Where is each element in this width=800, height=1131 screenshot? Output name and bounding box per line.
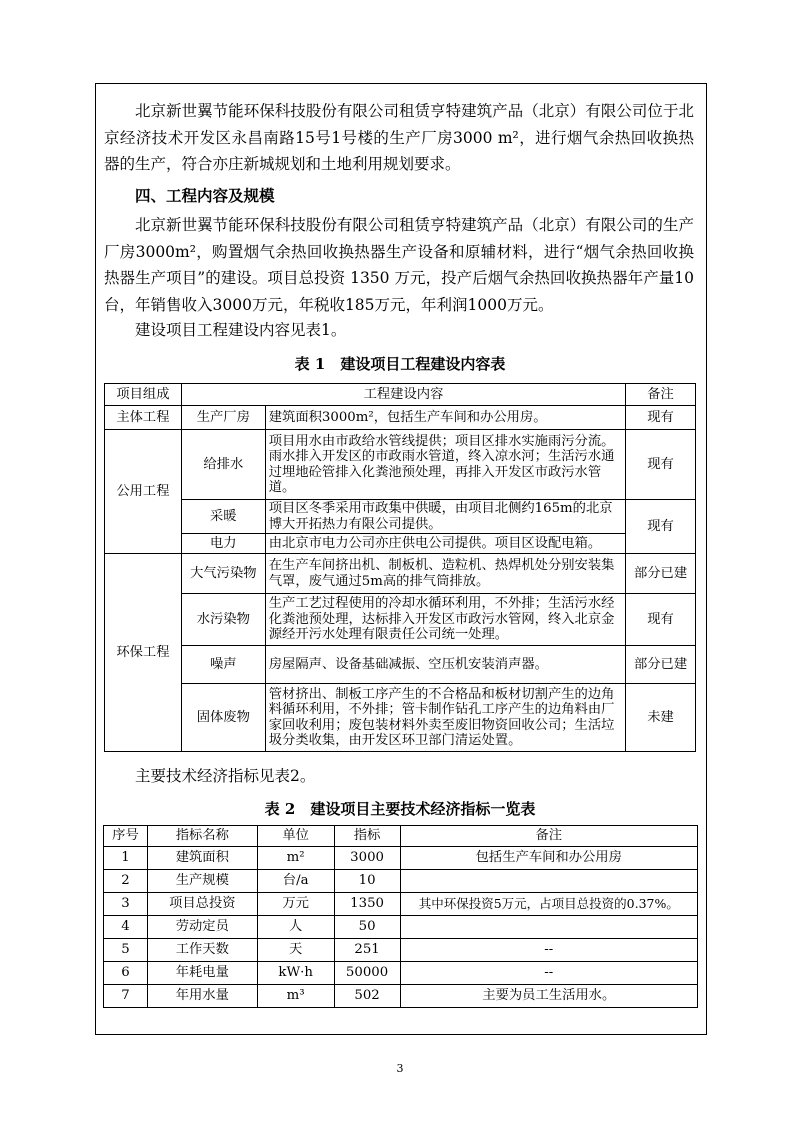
content-cell: 生产工艺过程使用的冷却水循环利用，不外排；生活污水经化粪池预处理，达标排入开发区市政污水管网，终入北京金源经开污水处理有限责任公司统一处理。 (265, 594, 625, 646)
content-cell: 房屋隔声、设备基础减振、空压机安装消声器。 (265, 646, 625, 684)
table-row (105, 684, 696, 752)
note-cell: 主要为员工生活用水。 (400, 985, 697, 1008)
value-cell: 3000 (334, 847, 400, 870)
value-cell: 502 (334, 985, 400, 1008)
paragraph-table1-ref: 建设项目工程建设内容见表1。 (135, 321, 347, 339)
group-cell: 环保工程 (105, 554, 182, 752)
header-cell: 单位 (257, 826, 334, 847)
content-cell: 由北京市电力公司亦庄供电公司提供。项目区设配电箱。 (265, 534, 625, 554)
construction-content-table (104, 383, 696, 752)
table-row (105, 534, 696, 554)
note-cell: 包括生产车间和办公用房 (400, 847, 697, 870)
no-cell: 6 (104, 962, 148, 985)
table2-caption: 表 2 建设项目主要技术经济指标一览表 (264, 800, 536, 818)
table1-caption: 表 1 建设项目工程建设内容表 (294, 355, 506, 373)
name-cell: 年耗电量 (147, 962, 257, 985)
value-cell: 50 (334, 916, 400, 939)
unit-cell: 人 (257, 916, 334, 939)
table-row (104, 939, 698, 962)
item-cell: 固体废物 (181, 684, 265, 752)
table-row (104, 916, 698, 939)
content-cell: 建筑面积3000m²，包括生产车间和办公用房。 (265, 406, 625, 430)
header-cell: 工程建设内容 (181, 384, 625, 406)
header-cell: 备注 (400, 826, 697, 847)
note-cell: -- (400, 962, 697, 985)
content-cell: 管材挤出、制板工序产生的不合格品和板材切割产生的边角料循环利用，不外排；管卡制作钻孔工序产生的边角料由厂家回收利用；废包装材料外卖至废旧物资回收公司；生活垃圾分类收集，由开发区环卫部门清运处置。 (265, 684, 625, 752)
page-number: 3 (396, 1062, 404, 1075)
table-row (105, 500, 696, 534)
value-cell: 10 (334, 870, 400, 893)
name-cell: 建筑面积 (147, 847, 257, 870)
item-cell: 生产厂房 (181, 406, 265, 430)
no-cell: 7 (104, 985, 148, 1008)
note-cell: 其中环保投资5万元，占项目总投资的0.37%。 (400, 893, 697, 916)
value-cell: 50000 (334, 962, 400, 985)
note-cell: 现有 (626, 430, 696, 500)
item-cell: 水污染物 (181, 594, 265, 646)
name-cell: 项目总投资 (147, 893, 257, 916)
note-cell: -- (400, 939, 697, 962)
no-cell: 4 (104, 916, 148, 939)
no-cell: 1 (104, 847, 148, 870)
group-cell: 公用工程 (105, 430, 182, 554)
header-cell: 项目组成 (105, 384, 182, 406)
table-row (104, 870, 698, 893)
note-cell: 未建 (626, 684, 696, 752)
note-cell: 部分已建 (626, 554, 696, 594)
table-header-row (104, 826, 698, 847)
table-row (105, 646, 696, 684)
name-cell: 劳动定员 (147, 916, 257, 939)
table-row (104, 847, 698, 870)
unit-cell: kW·h (257, 962, 334, 985)
table-row (104, 985, 698, 1008)
header-cell: 序号 (104, 826, 148, 847)
item-cell: 大气污染物 (181, 554, 265, 594)
unit-cell: m³ (257, 985, 334, 1008)
name-cell: 生产规模 (147, 870, 257, 893)
section-heading-scope: 四、工程内容及规模 (135, 186, 275, 205)
paragraph-scope: 北京新世翼节能环保科技股份有限公司租赁亨特建筑产品（北京）有限公司的生产厂房3000m²，购置烟气余热回收换热器生产设备和原辅材料，进行“烟气余热回收换热器生产项目”的建设。项目总投资 1350 万元，投产后烟气余热回收换热器年产量10台，年销售收入3000万元，年税收185万元，年利润1000万元。 (104, 216, 694, 314)
name-cell: 工作天数 (147, 939, 257, 962)
no-cell: 3 (104, 893, 148, 916)
note-cell: 部分已建 (626, 646, 696, 684)
content-cell: 项目区冬季采用市政集中供暖，由项目北侧约165m的北京博大开拓热力有限公司提供。 (265, 500, 625, 534)
unit-cell: 天 (257, 939, 334, 962)
table-header-row (105, 384, 696, 406)
table-row (105, 594, 696, 646)
note-cell (400, 916, 697, 939)
header-cell: 指标名称 (147, 826, 257, 847)
note-cell: 现有 (626, 500, 696, 554)
note-cell (400, 870, 697, 893)
table-row (105, 430, 696, 500)
unit-cell: 万元 (257, 893, 334, 916)
header-cell: 指标 (334, 826, 400, 847)
item-cell: 给排水 (181, 430, 265, 500)
header-cell: 备注 (626, 384, 696, 406)
table-row (105, 406, 696, 430)
value-cell: 251 (334, 939, 400, 962)
item-cell: 噪声 (181, 646, 265, 684)
name-cell: 年用水量 (147, 985, 257, 1008)
no-cell: 5 (104, 939, 148, 962)
unit-cell: 台/a (257, 870, 334, 893)
item-cell: 采暖 (181, 500, 265, 534)
content-cell: 在生产车间挤出机、制板机、造粒机、热焊机处分别安装集气罩，废气通过5m高的排气筒排放。 (265, 554, 625, 594)
no-cell: 2 (104, 870, 148, 893)
note-cell: 现有 (626, 594, 696, 646)
table-row (104, 893, 698, 916)
content-cell: 项目用水由市政给水管线提供；项目区排水实施雨污分流。雨水排入开发区的市政雨水管道，终入凉水河；生活污水通过埋地砼管排入化粪池预处理，再排入开发区市政污水管道。 (265, 430, 625, 500)
value-cell: 1350 (334, 893, 400, 916)
unit-cell: m² (257, 847, 334, 870)
paragraph-location: 北京新世翼节能环保科技股份有限公司租赁亨特建筑产品（北京）有限公司位于北京经济技术开发区永昌南路15号1号楼的生产厂房3000 m²，进行烟气余热回收换热器的生产，符合亦庄新城规划和土地利用规划要求。 (104, 102, 694, 173)
group-cell: 主体工程 (105, 406, 182, 430)
table-row (105, 554, 696, 594)
paragraph-table2-ref: 主要技术经济指标见表2。 (135, 767, 316, 785)
table-row (104, 962, 698, 985)
item-cell: 电力 (181, 534, 265, 554)
note-cell: 现有 (626, 406, 696, 430)
tech-economic-indicators-table (103, 825, 698, 1008)
